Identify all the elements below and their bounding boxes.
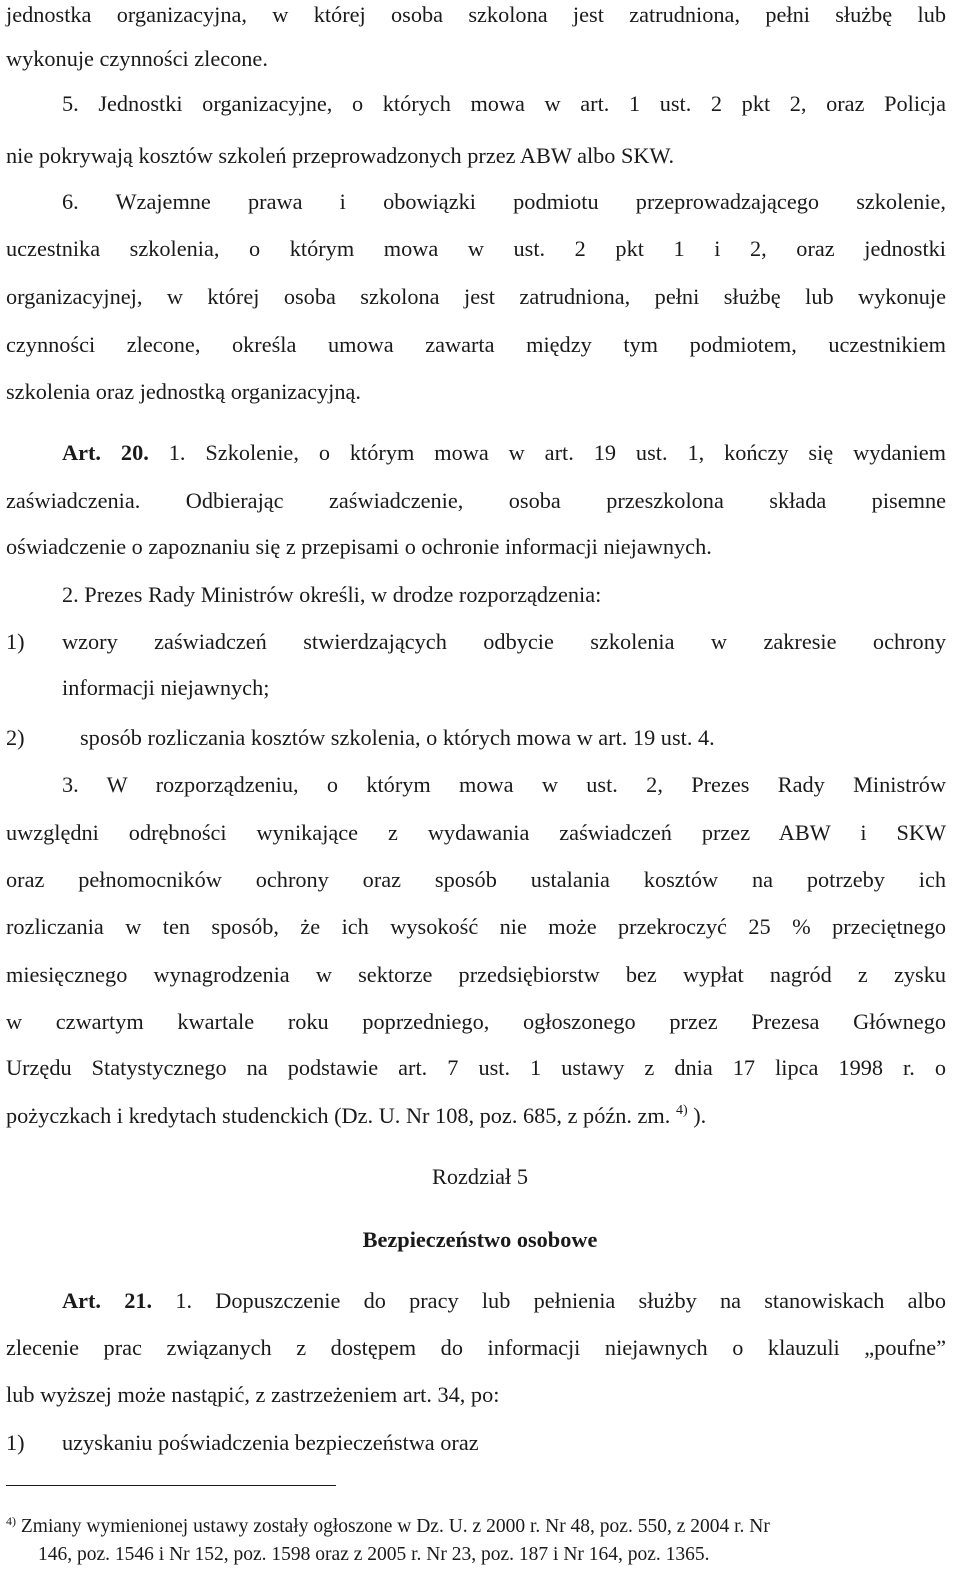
list-number: 2) [6,725,25,750]
text-line [6,1101,946,1131]
paragraph-5-line: 5. Jednostki organizacyjne, o których mowa w art. 1 ust. 2 pkt 2, oraz Policja [62,91,946,116]
footnote-text: Zmiany wymienionej ustawy zostały ogłoszone w Dz. U. z 2000 r. Nr 48, poz. 550, z 2004 r. Nr [20,1516,770,1537]
text-line: zlecenie prac związanych z dostępem do informacji niejawnych o klauzuli „poufne” [6,1335,946,1360]
text-segment: ). [693,1103,707,1128]
chapter-title [0,1225,960,1255]
list-item [6,1428,946,1458]
article-20-heading: Art. 20. [62,440,149,465]
text-line: miesięcznego wynagrodzenia w sektorze przedsiębiorstw bez wypłat nagród z zysku [6,962,946,987]
footnote-separator [6,1485,336,1486]
paragraph-6-line: 6. Wzajemne prawa i obowiązki podmiotu przeprowadzającego szkolenie, [62,189,946,214]
text-line: oraz pełnomocników ochrony oraz sposób ustalania kosztów na potrzeby ich [6,867,946,892]
text-line: lub wyższej może nastąpić, z zastrzeżeniem art. 34, po: [6,1382,500,1407]
list-number: 1) [6,1430,25,1455]
text-line: zaświadczenia. Odbierając zaświadczenie, osoba przeszkolona składa pisemne [6,488,946,513]
footnote-reference[interactable]: 4) [675,1103,688,1118]
text-line: rozliczania w ten sposób, że ich wysokość nie może przekroczyć 25 % przeciętnego [6,914,946,939]
list-item-continuation: informacji niejawnych; [62,675,270,700]
article-20-line [62,438,946,468]
list-number: 1) [6,629,25,654]
text-line: organizacyjnej, w której osoba szkolona jest zatrudniona, pełni służbę lub wykonuje [6,284,946,309]
text-line: Urzędu Statystycznego na podstawie art. 7 ust. 1 ustawy z dnia 17 lipca 1998 r. o [6,1055,946,1080]
text-line: szkolenia oraz jednostką organizacyjną. [6,379,361,404]
chapter-number: Rozdział 5 [432,1164,528,1189]
paragraph-3-line: 3. W rozporządzeniu, o którym mowa w ust. 2, Prezes Rady Ministrów [62,772,946,797]
text-line: nie pokrywają kosztów szkoleń przeprowadzonych przez ABW albo SKW. [6,143,675,168]
footnote-line [6,1514,770,1540]
chapter-title-text: Bezpieczeństwo osobowe [362,1227,598,1252]
text-line: uwzględni odrębności wynikające z wydawania zaświadczeń przez ABW i SKW [6,820,946,845]
text-line: oświadczenie o zapoznaniu się z przepisami o ochronie informacji niejawnych. [6,534,712,559]
paragraph-2-line: 2. Prezes Rady Ministrów określi, w drodze rozporządzenia: [62,582,602,607]
list-item-text: wzory zaświadczeń stwierdzających odbycie szkolenia w zakresie ochrony [62,629,946,654]
text-line: jednostka organizacyjna, w której osoba szkolona jest zatrudniona, pełni służbę lub [6,2,946,27]
article-21-text: 1. Dopuszczenie do pracy lub pełnienia służby na stanowiskach albo [152,1288,946,1313]
list-item-text: sposób rozliczania kosztów szkolenia, o których mowa w art. 19 ust. 4. [80,725,715,750]
text-line: uczestnika szkolenia, o którym mowa w ust. 2 pkt 1 i 2, oraz jednostki [6,236,946,261]
list-item [6,627,946,657]
footnote-line: 146, poz. 1546 i Nr 152, poz. 1598 oraz z 2005 r. Nr 23, poz. 187 i Nr 164, poz. 1365. [38,1544,710,1565]
footnote-mark: 4) [6,1514,16,1528]
article-20-text: 1. Szkolenie, o którym mowa w art. 19 ust. 1, kończy się wydaniem [148,440,946,465]
article-21-line [62,1286,946,1316]
text-segment: pożyczkach i kredytach studenckich (Dz. U. Nr 108, poz. 685, z późn. zm. [6,1103,671,1128]
text-line: wykonuje czynności zlecone. [6,46,268,71]
list-item-text: uzyskaniu poświadczenia bezpieczeństwa oraz [62,1430,479,1455]
article-21-heading: Art. 21. [62,1288,153,1313]
text-line: w czwartym kwartale roku poprzedniego, ogłoszonego przez Prezesa Głównego [6,1009,946,1034]
text-line: czynności zlecone, określa umowa zawarta między tym podmiotem, uczestnikiem [6,332,946,357]
list-item [6,723,946,753]
